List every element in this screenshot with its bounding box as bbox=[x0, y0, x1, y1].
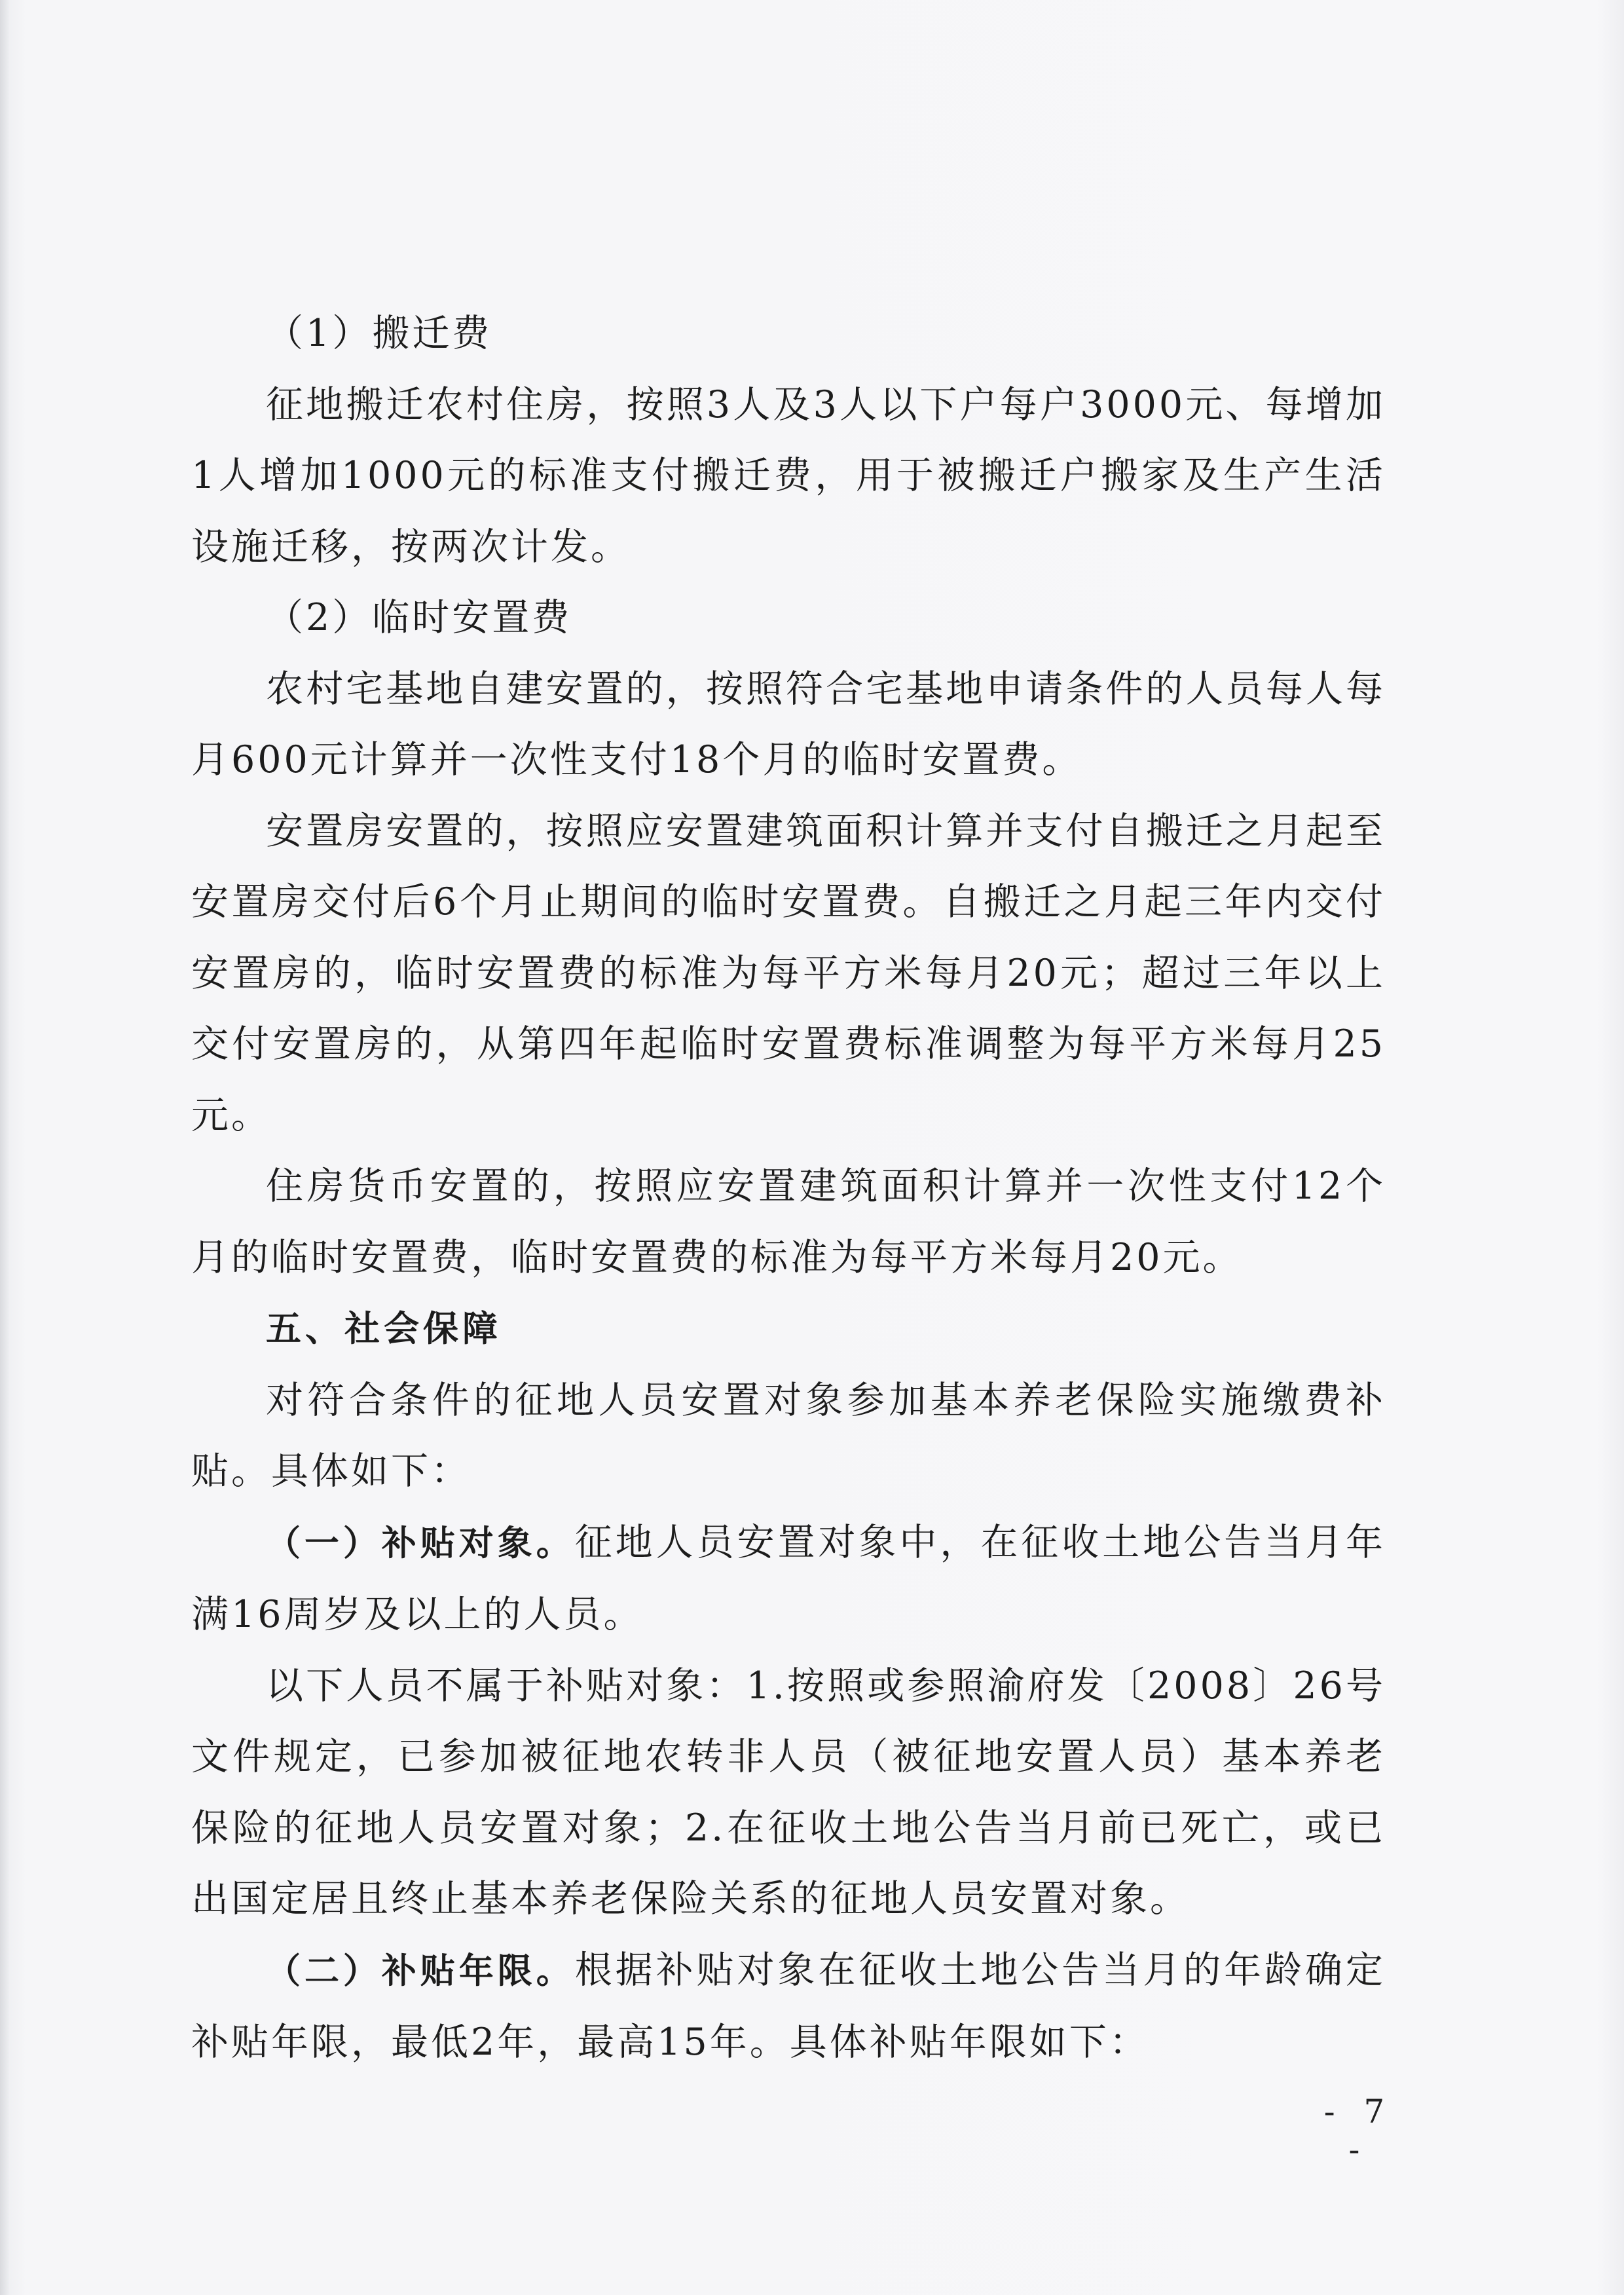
subsidy-years-lead: （二）补贴年限。 bbox=[266, 1950, 575, 1991]
paragraph-subsidy-target bbox=[191, 1507, 1386, 1651]
subsidy-target-lead: （一）补贴对象。 bbox=[266, 1523, 575, 1563]
page-number: - 7 - bbox=[1323, 2093, 1394, 2169]
paragraph-section-intro: 对符合条件的征地人员安置对象参加基本养老保险实施缴费补贴。具体如下： bbox=[191, 1378, 1386, 1493]
subsidy-years-text: 根据补贴对象在征收土地公告当月的年龄确定补贴年限，最低2年，最高15年。具体补贴年限如下： bbox=[191, 1948, 1386, 2064]
paragraph-housing-resettlement: 安置房安置的，按照应安置建筑面积计算并支付自搬迁之月起至安置房交付后6个月止期间的临时安置费。自搬迁之月起三年内交付安置房的，临时安置费的标准为每平方米每月20元；超过三年以上交付安置房的，从第四年起临时安置费标准调整为每平方米每月25元。 bbox=[191, 809, 1386, 1137]
subheading-temporary-resettlement-fee: （2）临时安置费 bbox=[266, 596, 572, 639]
paragraph-subsidy-years bbox=[191, 1935, 1386, 2078]
paragraph-homestead-resettlement: 农村宅基地自建安置的，按照符合宅基地申请条件的人员每人每月600元计算并一次性支付18个月的临时安置费。 bbox=[191, 667, 1386, 781]
subsidy-target-text: 征地人员安置对象中，在征收土地公告当月年满16周岁及以上的人员。 bbox=[191, 1520, 1386, 1636]
subheading-relocation-fee: （1）搬迁费 bbox=[266, 312, 492, 355]
paragraph-relocation-fee: 征地搬迁农村住房，按照3人及3人以下户每户3000元、每增加1人增加1000元的标准支付搬迁费，用于被搬迁户搬家及生产生活设施迁移，按两次计发。 bbox=[191, 382, 1386, 569]
paragraph-subsidy-exclusions: 以下人员不属于补贴对象：1.按照或参照渝府发〔2008〕26号文件规定，已参加被征地农转非人员（被征地安置人员）基本养老保险的征地人员安置对象；2.在征收土地公告当月前已死亡，或已出国定居且终止基本养老保险关系的征地人员安置对象。 bbox=[191, 1664, 1386, 1920]
section-heading-text: 五、社会保障 bbox=[266, 1308, 502, 1349]
section-heading bbox=[191, 1293, 1386, 1365]
document-body bbox=[191, 298, 1386, 2078]
paragraph-monetary-resettlement: 住房货币安置的，按照应安置建筑面积计算并一次性支付12个月的临时安置费，临时安置费的标准为每平方米每月20元。 bbox=[191, 1165, 1386, 1279]
scan-edge bbox=[0, 0, 9, 2295]
